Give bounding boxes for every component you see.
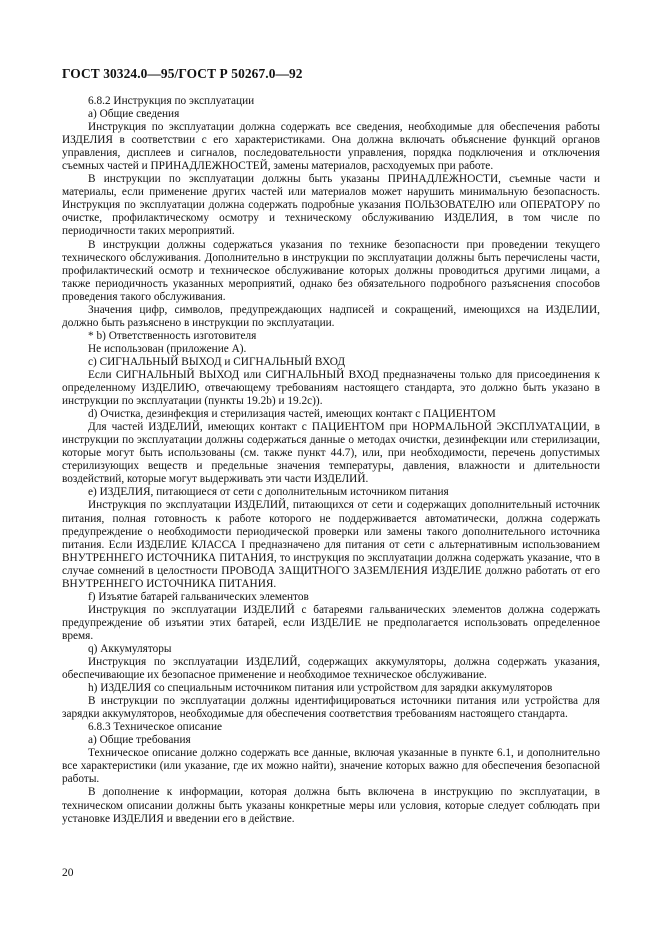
section-heading: 6.8.2 Инструкция по эксплуатации xyxy=(88,95,255,107)
paragraph: Инструкция по эксплуатации должна содержать все сведения, необходимые для обеспечения работы ИЗДЕЛИЯ в соответствии с его характеристиками. Она должна включать объяснение функций органов управления, дисплеев и сигналов, последовательности управления, порядка подключения и отключения съемных частей и ПРИНАДЛЕЖНОСТЕЙ, замены материалов, расходуемых при работе. xyxy=(62,121,600,173)
subsection-heading: f) Изъятие батарей гальванических элементов xyxy=(88,590,309,603)
paragraph: Инструкция по эксплуатации ИЗДЕЛИЙ, содержащих аккумуляторы, должна содержать указания, обеспечивающие их безопасное применение и необходимое техническое обслуживание. xyxy=(62,656,600,682)
subsection-heading: d) Очистка, дезинфекция и стерилизация частей, имеющих контакт с ПАЦИЕНТОМ xyxy=(88,408,496,421)
subsection-heading: e) ИЗДЕЛИЯ, питающиеся от сети с дополнительным источником питания xyxy=(88,486,449,499)
paragraph: В инструкции по эксплуатации должны идентифицироваться источники питания или устройства для зарядки аккумуляторов, необходимые для обеспечения соответствия требованиям настоящего стандарта. xyxy=(62,695,600,721)
paragraph: В дополнение к информации, которая должна быть включена в инструкцию по эксплуатации, в техническом описании должны быть указаны конкретные меры или условия, которые следует соблюдать при установке ИЗДЕЛИЯ и введении его в действие. xyxy=(62,786,600,825)
section-heading: 6.8.3 Техническое описание xyxy=(88,721,223,734)
document-body xyxy=(62,95,600,826)
paragraph: В инструкции должны содержаться указания по технике безопасности при проведении текущего технического обслуживания. Дополнительно в инструкции по эксплуатации должны быть перечислены части, профилактический осмотр и техническое обслуживание которых должны проводиться другими лицами, а также периодичность указанных мероприятий, однако без обязательного подробного разъяснения способов проведения такого обслуживания. xyxy=(62,238,600,303)
subsection-heading: а) Общие требования xyxy=(88,734,191,747)
paragraph: В инструкции по эксплуатации должны быть указаны ПРИНАДЛЕЖНОСТИ, съемные части и материалы, если применение других частей или материалов может нарушить минимальную безопасность. Инструкция по эксплуатации должна содержать подробные указания ПОЛЬЗОВАТЕЛЮ или ОПЕРАТОРУ по очистке, профилактическому осмотру и техническому обслуживанию ИЗДЕЛИЯ, в том числе по периодичности таких мероприятий. xyxy=(62,173,600,238)
subsection-heading: q) Аккумуляторы xyxy=(88,642,172,655)
paragraph: Значения цифр, символов, предупреждающих надписей и сокращений, имеющихся на ИЗДЕЛИИ, должно быть разъяснено в инструкции по эксплуатации. xyxy=(62,303,600,329)
paragraph: Если СИГНАЛЬНЫЙ ВЫХОД или СИГНАЛЬНЫЙ ВХОД предназначены только для присоединения к определенному ИЗДЕЛИЮ, отвечающему требованиям настоящего стандарта, это должно быть указано в инструкции по эксплуатации (пункты 19.2b) и 19.2с)). xyxy=(62,368,600,408)
subsection-heading: c) СИГНАЛЬНЫЙ ВЫХОД и СИГНАЛЬНЫЙ ВХОД xyxy=(88,355,346,368)
paragraph: Техническое описание должно содержать все данные, включая указанные в пункте 6.1, и дополнительно все характеристики (или указание, где их можно найти), значение которых важно для обеспечения безопасной работы. xyxy=(62,747,600,786)
subsection-heading: а) Общие сведения xyxy=(88,108,180,121)
paragraph: Для частей ИЗДЕЛИЙ, имеющих контакт с ПАЦИЕНТОМ при НОРМАЛЬНОЙ ЭКСПЛУАТАЦИИ, в инструкции по эксплуатации должны содержаться данные о методах очистки, дезинфекции или стерилизации, которые могут быть использованы (см. также пункт 44.7), или, при необходимости, перечень допустимых стерилизующих веществ и предельные значения температуры, давления, влажности и длительности воздействий, которые могут выдерживать эти части ИЗДЕЛИЙ. xyxy=(62,421,600,486)
page-header: ГОСТ 30324.0—95/ГОСТ Р 50267.0—92 xyxy=(62,66,303,81)
paragraph: Инструкция по эксплуатации ИЗДЕЛИЙ с батареями гальванических элементов должна содержать предупреждение об изъятии этих батарей, если ИЗДЕЛИЕ не предполагается использовать определенное время. xyxy=(62,603,600,642)
page-number: 20 xyxy=(62,867,74,879)
paragraph: Инструкция по эксплуатации ИЗДЕЛИЙ, питающихся от сети и содержащих дополнительный источник питания, полная готовность к работе которого не поддерживается автоматически, должна содержать предупреждение о необходимости периодической проверки или замены такого дополнительного источника питания. Если ИЗДЕЛИЕ КЛАССА I предназначено для питания от сети с альтернативным использованием ВНУТРЕННЕГО ИСТОЧНИКА ПИТАНИЯ, то инструкция по эксплуатации должна содержать указание, что в случае сомнений в целостности ПРОВОДА ЗАЩИТНОГО ЗАЗЕМЛЕНИЯ ИЗДЕЛИЕ должно работать от его ВНУТРЕННЕГО ИСТОЧНИКА ПИТАНИЯ. xyxy=(62,499,600,590)
subsection-heading: h) ИЗДЕЛИЯ со специальным источником питания или устройством для зарядки аккумуляторов xyxy=(88,682,553,695)
paragraph: Не использован (приложение А). xyxy=(88,342,247,355)
subsection-heading: * b) Ответственность изготовителя xyxy=(88,329,257,342)
